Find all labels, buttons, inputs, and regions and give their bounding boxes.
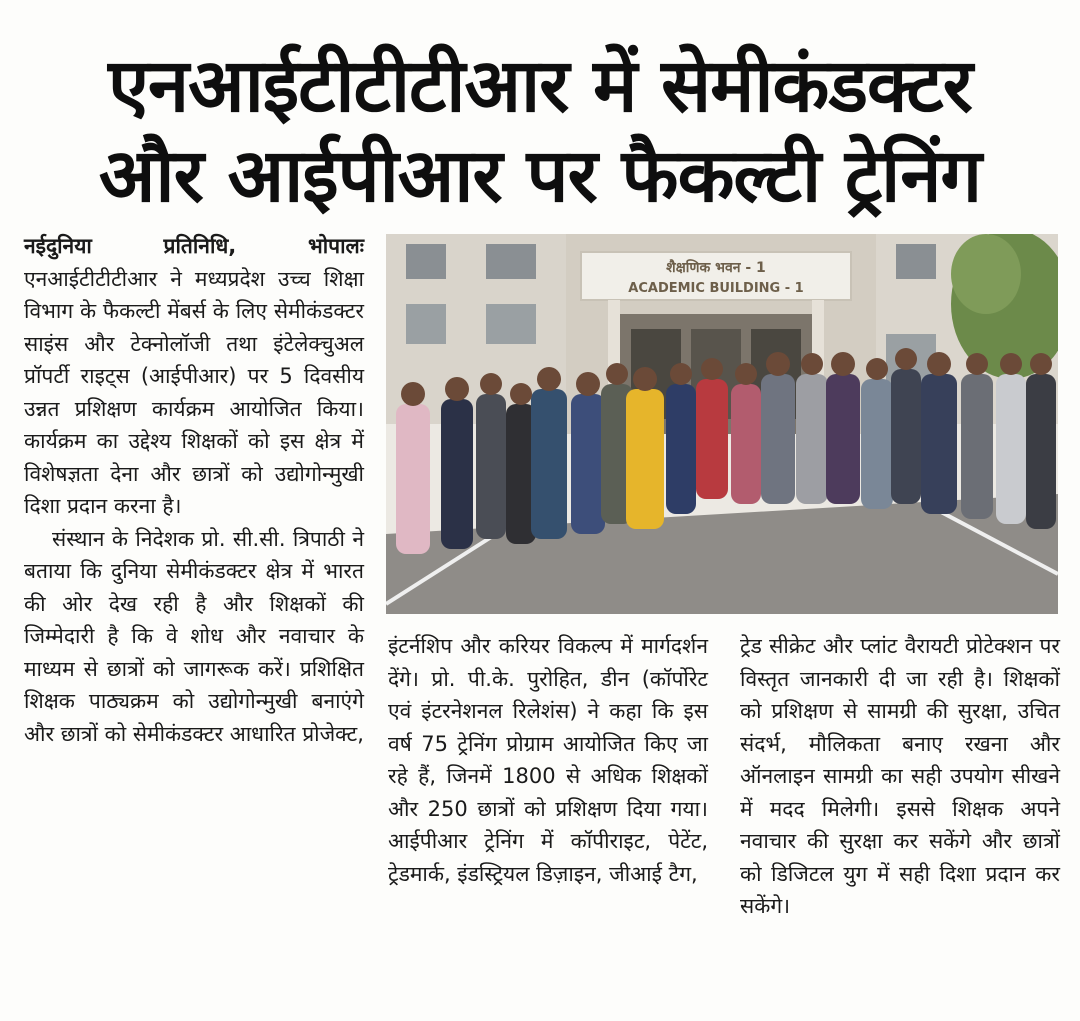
sign-english-text: ACADEMIC BUILDING - 1: [628, 281, 804, 296]
paragraph-4: ट्रेड सीक्रेट और प्लांट वैरायटी प्रोटेक्शन पर विस्तृत जानकारी दी जा रही है। शिक्षकों को प्रशिक्षण से सामग्री की सुरक्षा, उचित संदर्भ, मौलिकता बनाए रखना और ऑनलाइन सामग्री का सही उपयोग सीखने में मदद मिलेगी। इससे शिक्षक अपने नवाचार की सुरक्षा कर सकेंगे और छात्रों को डिजिटल युग में सही दिशा प्रदान कर सकेंगे।: [740, 634, 1060, 918]
headline-line-1: एनआईटीटीटीआर में सेमीकंडक्टर: [108, 43, 972, 129]
article-column-1: [24, 230, 364, 750]
sign-hindi-text: शैक्षणिक भवन - 1: [666, 260, 766, 276]
headline-line-2: और आईपीआर पर फैकल्टी ट्रेनिंग: [98, 133, 982, 219]
byline: नईदुनिया प्रतिनिधि, भोपालः: [24, 234, 364, 258]
paragraph-3: इंटर्नशिप और करियर विकल्प में मार्गदर्शन देंगे। प्रो. पी.के. पुरोहित, डीन (कॉर्पोरेट एवं इंटरनेशनल रिलेशंस) ने कहा कि इस वर्ष 75 ट्रेनिंग प्रोग्राम आयोजित किए जा रहे हैं, जिनमें 1800 से अधिक शिक्षकों और 250 छात्रों को प्रशिक्षण दिया गया। आईपीआर ट्रेनिंग में कॉपीराइट, पेटेंट, ट्रेडमार्क, इंडस्ट्रियल डिज़ाइन, जीआई टैग,: [388, 634, 708, 886]
group-photo: [386, 234, 1058, 614]
article-column-2: [388, 630, 708, 890]
article-column-3: [740, 630, 1060, 923]
paragraph-1: एनआईटीटीटीआर ने मध्यप्रदेश उच्च शिक्षा विभाग के फैकल्टी मेंबर्स के लिए सेमीकंडक्टर साइंस और टेक्नोलॉजी तथा इंटेलेक्चुअल प्रॉपर्टी राइट्स (आईपीआर) पर 5 दिवसीय उन्नत प्रशिक्षण कार्यक्रम आयोजित किया। कार्यक्रम का उद्देश्य शिक्षकों को इस क्षेत्र में विशेषज्ञता देना और छात्रों को उद्योगोन्मुखी दिशा प्रदान करना है।: [24, 266, 364, 518]
paragraph-2: संस्थान के निदेशक प्रो. सी.सी. त्रिपाठी ने बताया कि दुनिया सेमीकंडक्टर क्षेत्र में भारत की ओर देख रही है और शिक्षकों की जिम्मेदारी है कि वे शोध और नवाचार के माध्यम से छात्रों को जागरूक करें। प्रशिक्षित शिक्षक पाठ्यक्रम को उद्योगोन्मुखी बनाएंगे और छात्रों को सेमीकंडक्टर आधारित प्रोजेक्ट,: [24, 526, 364, 746]
